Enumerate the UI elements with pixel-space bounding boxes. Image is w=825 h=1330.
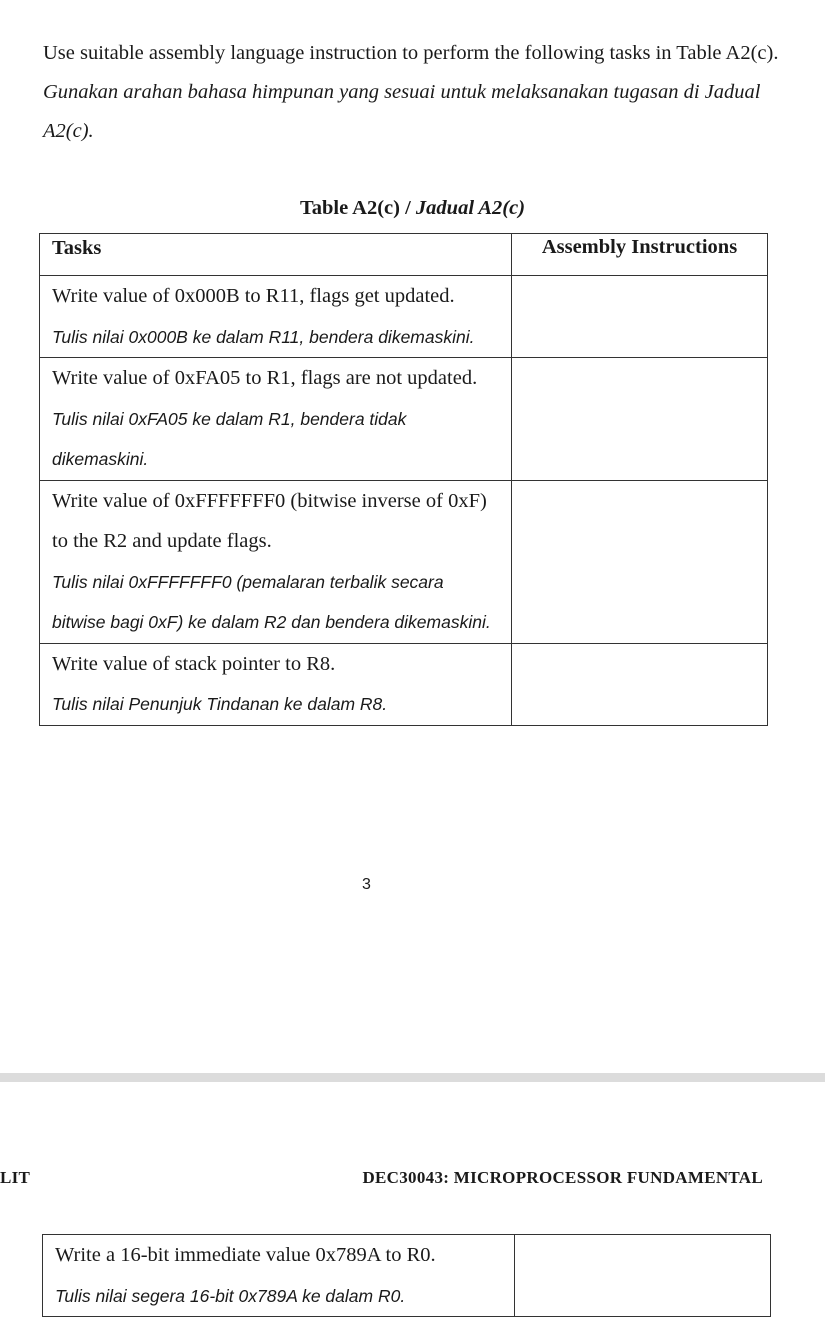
- task-english: Write value of 0xFFFFFFF0 (bitwise inverse of 0xF) to the R2 and update flags.: [52, 489, 487, 552]
- header-left: LIT: [0, 1168, 31, 1187]
- page-separator: [0, 1073, 825, 1082]
- task-table-continued: [42, 1234, 771, 1317]
- table-caption-english: Table A2(c) /: [299, 197, 416, 219]
- table-row: [40, 480, 768, 643]
- answer-cell[interactable]: [512, 358, 768, 481]
- task-english: Write value of stack pointer to R8.: [52, 652, 336, 675]
- table-header-row: [40, 234, 768, 276]
- task-table: [39, 233, 768, 726]
- header-tasks: Tasks: [40, 234, 512, 276]
- answer-cell[interactable]: [515, 1235, 771, 1317]
- instruction-malay: Gunakan arahan bahasa himpunan yang sesuai untuk melaksanakan tugasan di Jadual A2(c).: [43, 81, 761, 142]
- page-number: 3: [362, 876, 371, 893]
- table-row: [40, 276, 768, 358]
- answer-cell[interactable]: [512, 276, 768, 358]
- task-malay: Tulis nilai segera 16-bit 0x789A ke dalam R0.: [55, 1285, 406, 1306]
- task-english: Write value of 0x000B to R11, flags get updated.: [52, 285, 455, 307]
- task-cell: [40, 358, 512, 481]
- instructions: [43, 34, 783, 151]
- task-cell: [43, 1235, 515, 1317]
- task-english: Write value of 0xFA05 to R1, flags are not updated.: [52, 367, 478, 389]
- table-row: [40, 358, 768, 481]
- header-assembly-instructions: Assembly Instructions: [512, 234, 768, 276]
- task-malay: Tulis nilai Penunjuk Tindanan ke dalam R8.: [52, 694, 388, 714]
- header-course-title: DEC30043: MICROPROCESSOR FUNDAMENTAL: [362, 1168, 763, 1187]
- answer-cell[interactable]: [512, 643, 768, 725]
- page-bottom: [0, 1082, 825, 1330]
- answer-cell[interactable]: [512, 480, 768, 643]
- task-cell: [40, 643, 512, 725]
- task-cell: [40, 480, 512, 643]
- table-row: [40, 643, 768, 725]
- table-caption-malay: Jadual A2(c): [415, 197, 526, 219]
- task-malay: Tulis nilai 0xFA05 ke dalam R1, bendera tidak dikemaskini.: [52, 408, 407, 469]
- task-english: Write a 16-bit immediate value 0x789A to R0.: [55, 1244, 436, 1266]
- task-cell: [40, 276, 512, 358]
- table-row: [43, 1235, 771, 1317]
- task-malay: Tulis nilai 0xFFFFFFF0 (pemalaran terbalik secara bitwise bagi 0xF) ke dalam R2 dan bendera dikemaskini.: [52, 571, 491, 632]
- instruction-english: Use suitable assembly language instruction to perform the following tasks in Table A2(c).: [43, 42, 779, 64]
- task-malay: Tulis nilai 0x000B ke dalam R11, bendera dikemaskini.: [52, 326, 475, 347]
- table-caption: [0, 197, 825, 220]
